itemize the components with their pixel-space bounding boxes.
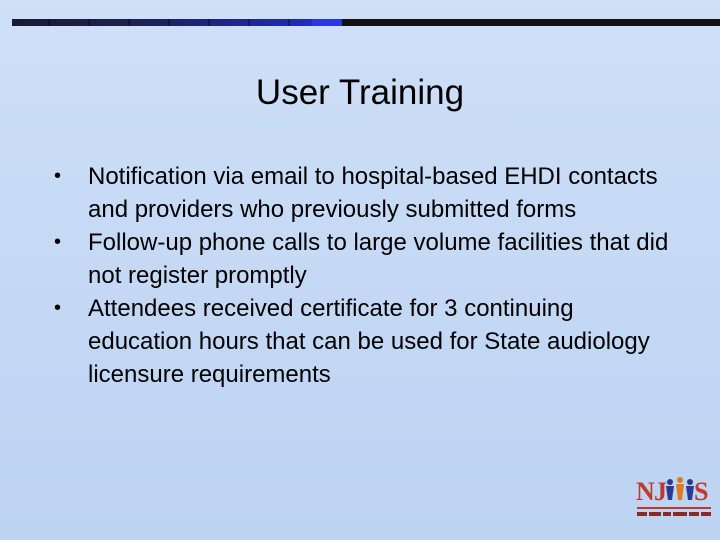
top-bar-tick <box>208 19 210 26</box>
bullet-item <box>40 292 680 391</box>
top-decorative-bar <box>12 19 720 26</box>
bullet-item <box>40 160 680 226</box>
top-bar-tick <box>248 19 250 26</box>
njms-logo-graphic <box>634 470 714 520</box>
bullet-marker: • <box>54 297 62 319</box>
top-bar-tick <box>128 19 130 26</box>
top-bar-tick <box>168 19 170 26</box>
top-bar-tick <box>48 19 50 26</box>
top-bar-dark-segment <box>12 19 332 26</box>
njms-logo-icon <box>634 470 714 520</box>
bullet-marker: • <box>54 165 62 187</box>
svg-text:S: S <box>694 477 709 506</box>
bullet-item <box>40 226 680 292</box>
slide-title: User Training <box>255 73 465 112</box>
top-bar-black-segment <box>342 19 720 26</box>
bullet-marker: • <box>54 231 62 253</box>
top-bar-tick <box>88 19 90 26</box>
bullet-text: Follow-up phone calls to large volume facilities that did not register promptly <box>88 229 669 289</box>
top-bar-blue-segment <box>312 19 342 26</box>
svg-text:J: J <box>654 477 667 506</box>
bullet-text: Attendees received certificate for 3 continuing education hours that can be used for State audiology licensure requirements <box>88 295 650 388</box>
svg-text:N: N <box>636 477 655 506</box>
top-bar-tick <box>288 19 290 26</box>
bullet-text: Notification via email to hospital-based EHDI contacts and providers who previously submitted forms <box>88 163 658 223</box>
bullet-list <box>40 160 680 391</box>
